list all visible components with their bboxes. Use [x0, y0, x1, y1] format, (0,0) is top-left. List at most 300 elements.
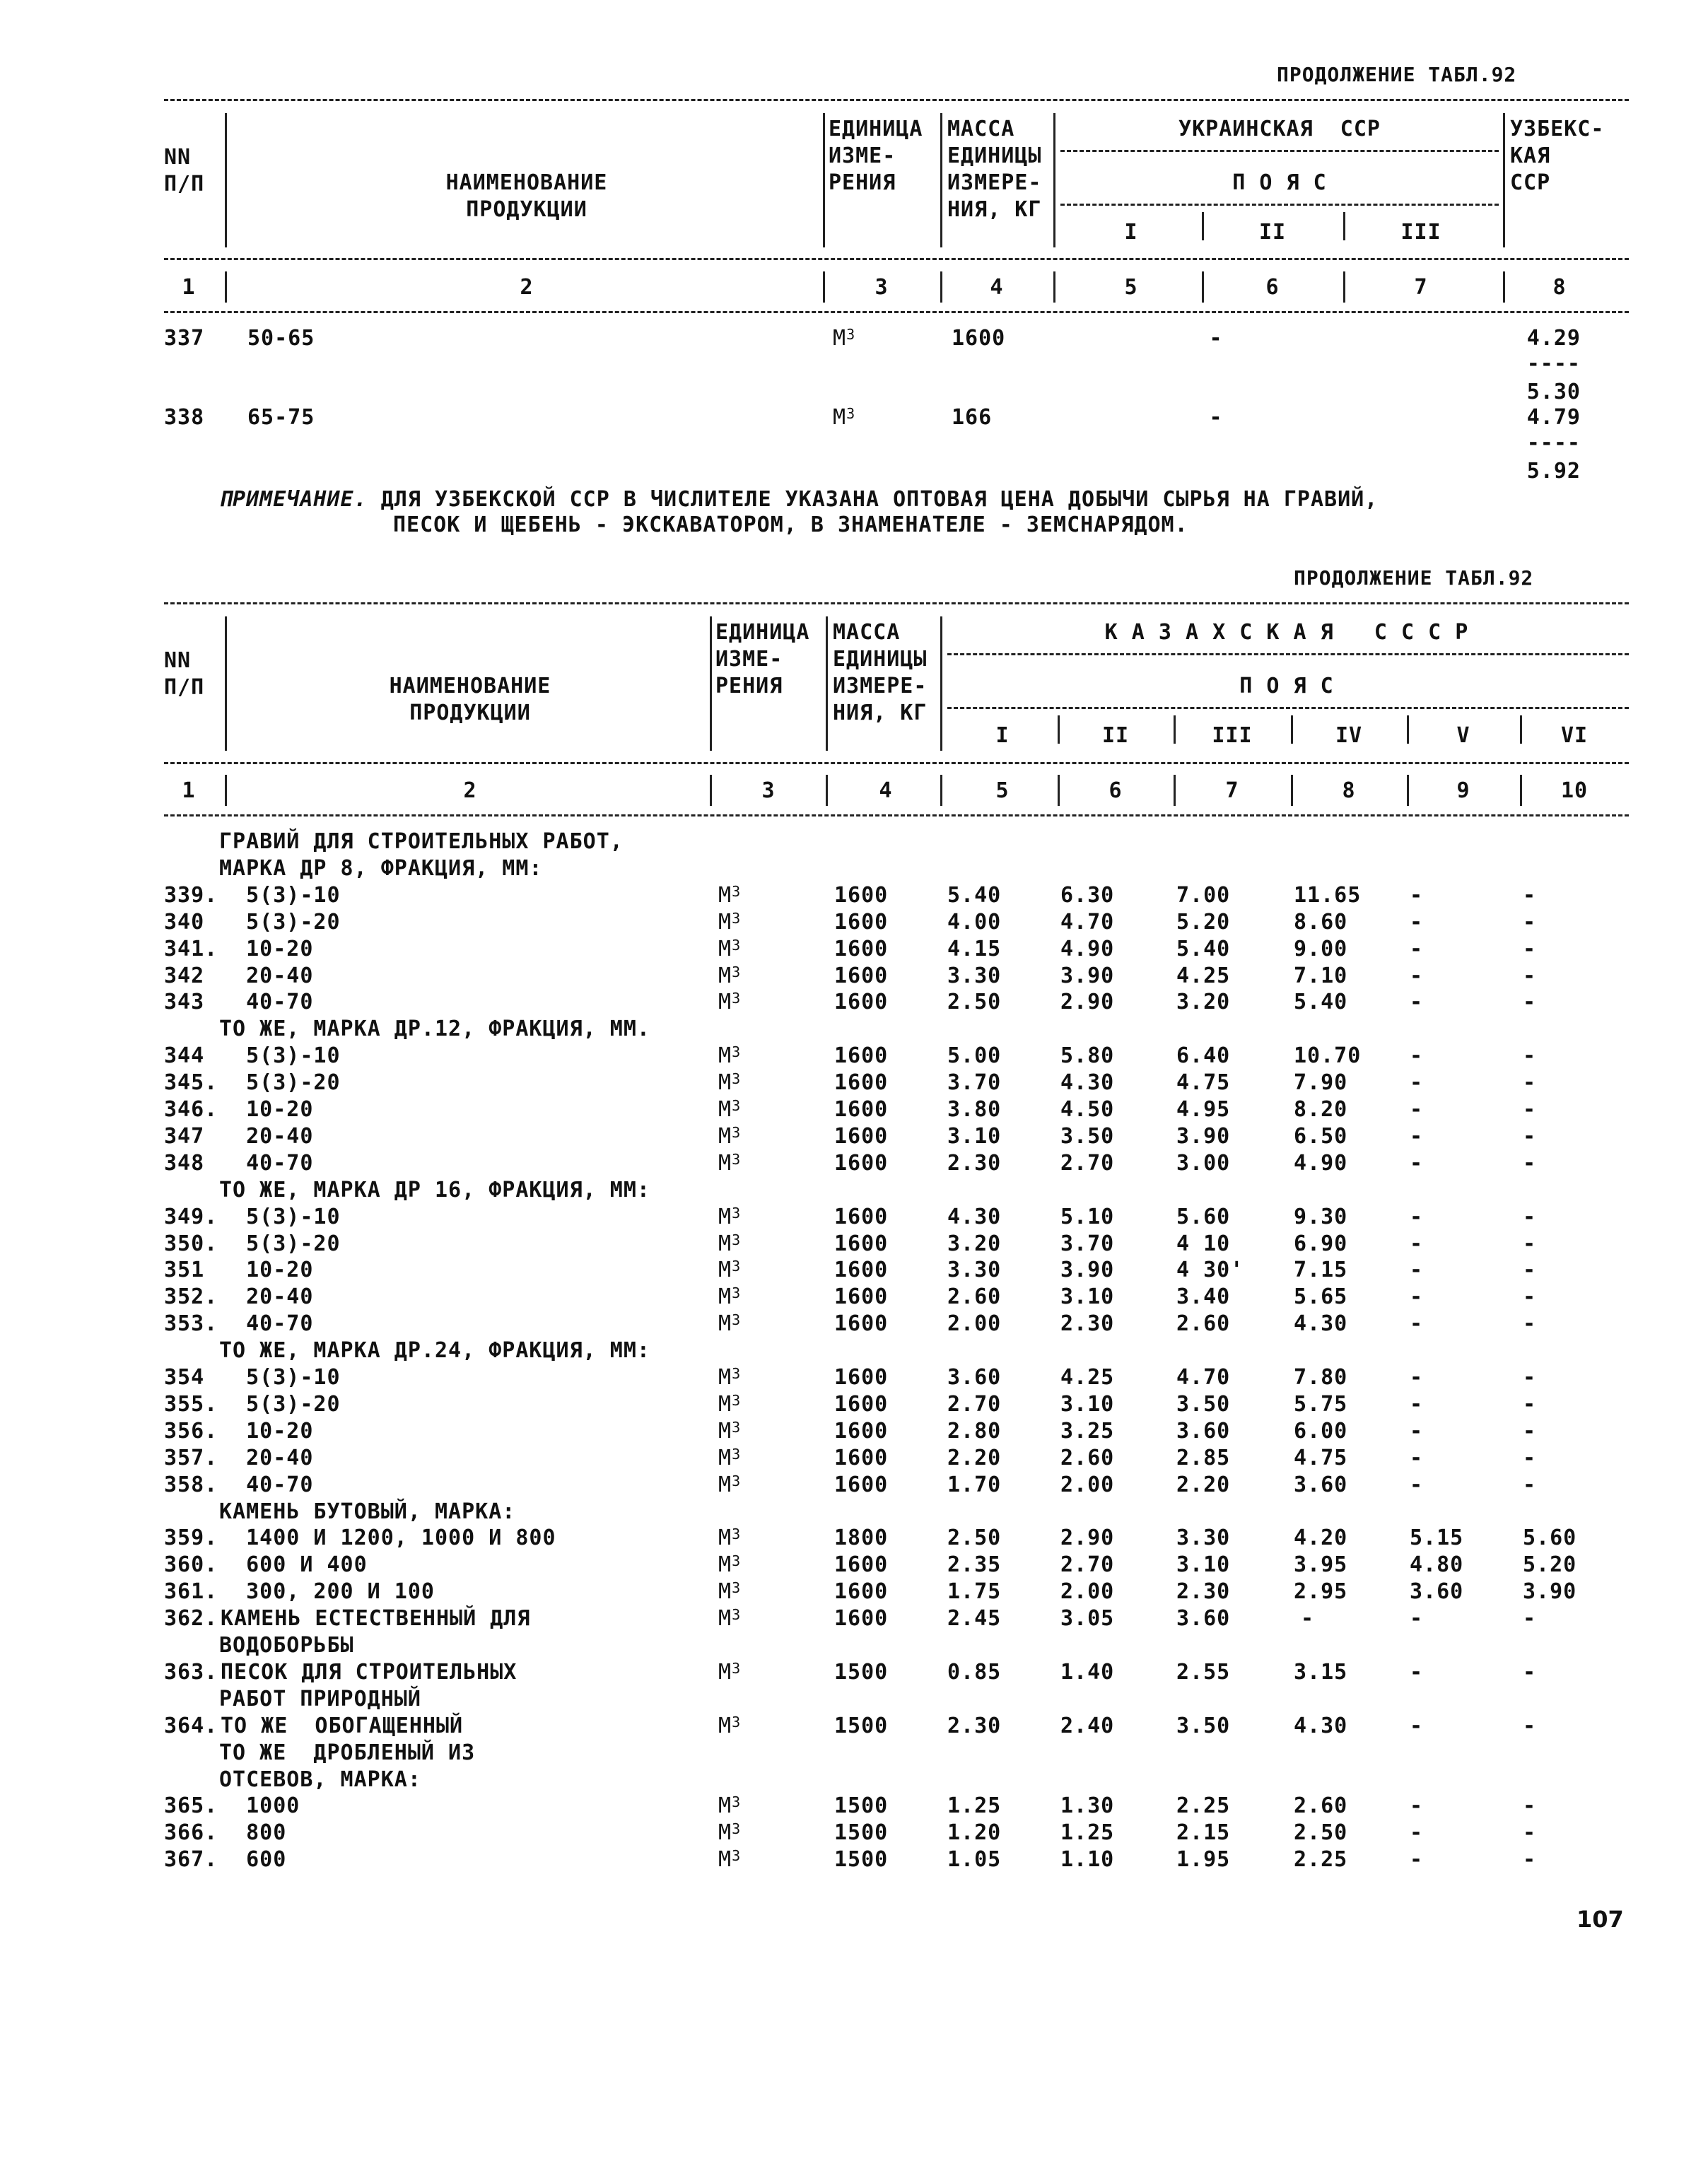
table2-row-zone-1-value: 2.00	[947, 1311, 1002, 1336]
unit-exponent: 3	[732, 1793, 742, 1810]
table2-row-unit	[718, 1659, 741, 1686]
page-number: 107	[1577, 1906, 1624, 1933]
table2-row-zone-3-value: 2.55	[1176, 1660, 1231, 1685]
table2-row-unit	[718, 882, 741, 909]
table2-row-mass: 1600	[834, 1606, 889, 1631]
table2-row-name: 40-70	[219, 990, 314, 1014]
table2-row-zone-2-value: 6.30	[1060, 883, 1115, 908]
table2-row-zone-4-value: 4.90	[1294, 1151, 1348, 1176]
unit-symbol: М	[718, 910, 732, 935]
unit-exponent: 3	[732, 1311, 742, 1328]
table2-row-unit	[718, 1070, 741, 1096]
table2-row-zone-6-value: -	[1523, 1473, 1537, 1497]
table2-row-zone-4-value: 6.00	[1294, 1419, 1348, 1444]
unit-symbol: М	[718, 1311, 732, 1336]
table2-row-name: 5(3)-20	[219, 1392, 341, 1417]
table2-row-unit	[718, 1605, 741, 1632]
unit-exponent: 3	[846, 405, 856, 422]
table2-row-zone-3-value: 4.75	[1176, 1070, 1231, 1095]
table2-row-zone-5-value: -	[1410, 1231, 1424, 1256]
table2-row-zone-5-value: -	[1410, 1793, 1424, 1818]
table2-row-zone-5-value: 5.15	[1410, 1526, 1464, 1550]
table2-row-zone-2-value: 3.10	[1060, 1392, 1115, 1417]
table2-row-zone-3-value: 2.15	[1176, 1820, 1231, 1845]
col-number-4: 4	[879, 778, 893, 803]
table2-row-zone-4-value: 5.65	[1294, 1284, 1348, 1309]
t2-colnum-sep-1	[710, 775, 712, 806]
table2-row-unit	[718, 1552, 741, 1579]
t2-sep-mass	[940, 616, 942, 751]
table2-row-unit	[718, 1793, 741, 1820]
table2-row-zone-2-value: 3.10	[1060, 1284, 1115, 1309]
col-number-6: 6	[1265, 275, 1280, 300]
col-number-3: 3	[761, 778, 776, 803]
col-number-2: 2	[463, 778, 477, 803]
col-header-zone-6: VI	[1560, 723, 1589, 748]
t2-sep-zone-4	[1407, 715, 1409, 744]
t1-colnum-sep-5	[1343, 271, 1345, 303]
col-header-nn: NN П/П	[164, 145, 205, 197]
table2-row-nn: 346.	[164, 1097, 218, 1122]
table2-row-name: 5(3)-20	[219, 1070, 341, 1095]
table2-row-zone-4-value: 7.15	[1294, 1258, 1348, 1282]
table2-row-zone-6-value: -	[1523, 1284, 1537, 1309]
table2-row-zone-6-value: -	[1523, 937, 1537, 961]
table2-row-zone-2-value: 2.70	[1060, 1552, 1115, 1577]
col-header-zone-3: III	[1400, 220, 1441, 245]
unit-symbol: М	[718, 1043, 732, 1068]
table2-row-zone-4-value: 3.95	[1294, 1552, 1348, 1577]
table2-row-zone-1-value: 1.70	[947, 1473, 1002, 1497]
table2-row-name: 5(3)-20	[219, 910, 341, 935]
table2-row-zone-6-value: -	[1523, 1151, 1537, 1176]
table1-row-uzbek-denominator: 5.92	[1526, 459, 1581, 484]
table1-header-rule	[164, 258, 1629, 260]
table2-row-zone-6-value: 5.60	[1523, 1526, 1577, 1550]
table2-row-zone-4-value: 7.80	[1294, 1365, 1348, 1390]
table2-row-zone-4-value: 7.10	[1294, 964, 1348, 988]
table2-row-zone-3-value: 3.60	[1176, 1606, 1231, 1631]
t1-group-rule	[1060, 150, 1499, 152]
table2-row-zone-3-value: 4.95	[1176, 1097, 1231, 1122]
table2-row-nn: 354	[164, 1365, 205, 1390]
note-line1: ДЛЯ УЗБЕКСКОЙ ССР В ЧИСЛИТЕЛЕ УКАЗАНА ОПТОВАЯ ЦЕНА ДОБЫЧИ СЫРЬЯ НА ГРАВИЙ,	[367, 487, 1379, 512]
unit-symbol: М	[718, 1124, 732, 1149]
t2-group-rule	[947, 653, 1629, 655]
table2-row-zone-2-value: 3.50	[1060, 1124, 1115, 1149]
table1-row-nn: 337	[164, 326, 205, 351]
col-number-7: 7	[1225, 778, 1239, 803]
unit-symbol: М	[718, 1205, 732, 1229]
unit-symbol: М	[718, 1231, 732, 1256]
table2-row-zone-5-value: -	[1410, 1311, 1424, 1336]
table2-row-name: 5(3)-10	[219, 1043, 341, 1068]
table2-row-zone-6-value: -	[1523, 1043, 1537, 1068]
table2-row-mass: 1600	[834, 1097, 889, 1122]
table2-row-zone-5-value: -	[1410, 1205, 1424, 1229]
t2-sep-zone-5	[1520, 715, 1522, 744]
table2-row-zone-4-value: 9.30	[1294, 1205, 1348, 1229]
unit-symbol: М	[718, 1552, 732, 1577]
col-header-zone-2: II	[1101, 723, 1130, 748]
unit-symbol: М	[718, 883, 732, 908]
table2-row-mass: 1600	[834, 990, 889, 1014]
table1-row-mass: 1600	[952, 326, 1006, 351]
table2-row-name: 300, 200 И 100	[219, 1579, 435, 1604]
unit-exponent: 3	[732, 1820, 742, 1837]
note-line2: ПЕСОК И ЩЕБЕНЬ - ЭКСКАВАТОРОМ, В ЗНАМЕНАТЕЛЕ - ЗЕМСНАРЯДОМ.	[393, 513, 1188, 537]
table2-row-name: ТО ЖЕ, МАРКА ДР 16, ФРАКЦИЯ, ММ:	[219, 1178, 650, 1202]
table2-row-mass: 1600	[834, 1579, 889, 1604]
table2-row-zone-2-value: 2.90	[1060, 1526, 1115, 1550]
table2-row-zone-6-value: -	[1523, 1660, 1537, 1685]
table1-note	[219, 486, 1378, 513]
table2-row-nn: 363.	[164, 1660, 218, 1685]
table2-row-zone-3-value: 2.85	[1176, 1446, 1231, 1470]
col-header-ukraine: УКРАИНСКАЯ ССР	[1178, 117, 1381, 141]
col-number-1: 1	[182, 275, 196, 300]
col-number-3: 3	[875, 275, 889, 300]
table2-row-zone-3-value: 1.95	[1176, 1847, 1231, 1872]
table2-row-nn: 342	[164, 964, 205, 988]
table2-row-name: ПЕСОК ДЛЯ СТРОИТЕЛЬНЫХ	[221, 1660, 517, 1685]
table2-row-zone-2-value: 5.80	[1060, 1043, 1115, 1068]
table2-row-nn: 353.	[164, 1311, 218, 1336]
t2-colnum-sep-3	[940, 775, 942, 806]
unit-exponent: 3	[732, 1151, 742, 1168]
table2-row-zone-3-value: 3.00	[1176, 1151, 1231, 1176]
table2-row-zone-6-value: 5.20	[1523, 1552, 1577, 1577]
table2-row-zone-6-value: -	[1523, 1847, 1537, 1872]
unit-symbol: М	[718, 964, 732, 988]
table1-row-name: 50-65	[247, 326, 315, 351]
table2-row-zone-4-value: 5.75	[1294, 1392, 1348, 1417]
table2-row-name: 10-20	[219, 1258, 314, 1282]
table2-row-zone-1-value: 1.05	[947, 1847, 1002, 1872]
table2-row-mass: 1600	[834, 1043, 889, 1068]
t2-colnum-sep-6	[1291, 775, 1293, 806]
table2-row-zone-6-value: -	[1523, 883, 1537, 908]
t2-zone-rule	[947, 707, 1629, 709]
table2-row-zone-2-value: 1.10	[1060, 1847, 1115, 1872]
table2-row-unit	[718, 1713, 741, 1740]
table2-row-zone-5-value: 3.60	[1410, 1579, 1464, 1604]
t2-colnum-sep-4	[1058, 775, 1060, 806]
table2-row-mass: 1600	[834, 883, 889, 908]
col-header-zone-5: V	[1456, 723, 1470, 748]
unit-exponent: 3	[732, 1258, 742, 1275]
t1-sep-zone-2	[1343, 212, 1345, 240]
table2-row-zone-1-value: 0.85	[947, 1660, 1002, 1685]
table1-row-fraction-bar: ----	[1526, 351, 1581, 376]
table2-row-mass: 1500	[834, 1793, 889, 1818]
table2-row-zone-6-value: -	[1523, 1311, 1537, 1336]
table2-row-zone-2-value: 2.40	[1060, 1714, 1115, 1738]
table2-row-zone-2-value: 1.25	[1060, 1820, 1115, 1845]
unit-symbol: М	[718, 1473, 732, 1497]
table1-colnum-rule	[164, 311, 1629, 313]
unit-exponent: 3	[846, 326, 856, 343]
table2-row-nn: 344	[164, 1043, 205, 1068]
t1-colnum-sep-1	[823, 271, 825, 303]
table2-row-zone-2-value: 1.30	[1060, 1793, 1115, 1818]
table2-colnum-rule	[164, 814, 1629, 816]
table2-row-zone-4-value: 10.70	[1294, 1043, 1362, 1068]
table2-row-zone-6-value: -	[1523, 1793, 1537, 1818]
table2-row-zone-5-value: -	[1410, 1284, 1424, 1309]
col-number-9: 9	[1456, 778, 1470, 803]
t1-zone-rule	[1060, 204, 1499, 206]
table2-row-zone-4-value: 8.60	[1294, 910, 1348, 935]
t2-sep-unit	[826, 616, 828, 751]
table2-row-zone-5-value: -	[1410, 1070, 1424, 1095]
unit-exponent: 3	[732, 1097, 742, 1114]
table2-row-zone-4-value: 2.95	[1294, 1579, 1348, 1604]
unit-exponent: 3	[732, 1070, 742, 1087]
unit-exponent: 3	[732, 1043, 742, 1060]
table2-row-nn: 340	[164, 910, 205, 935]
table2-row-zone-1-value: 4.00	[947, 910, 1002, 935]
note-label: ПРИМЕЧАНИЕ.	[219, 487, 368, 512]
table2-row-name: РАБОТ ПРИРОДНЫЙ	[219, 1687, 421, 1711]
table2-row-zone-6-value: -	[1523, 1205, 1537, 1229]
table2-row-zone-4-value: 4.30	[1294, 1714, 1348, 1738]
table2-row-zone-6-value: 3.90	[1523, 1579, 1577, 1604]
table2-row-zone-3-value: 2.25	[1176, 1793, 1231, 1818]
col-header-mass: МАССА ЕДИНИЦЫ ИЗМЕРЕ- НИЯ, КГ	[833, 620, 928, 725]
unit-symbol: М	[718, 1365, 732, 1390]
table2-top-rule	[164, 602, 1629, 604]
table2-row-unit	[718, 936, 741, 963]
table2-row-zone-6-value: -	[1523, 1606, 1537, 1631]
table2-row-zone-3-value: 2.20	[1176, 1473, 1231, 1497]
table2-row-zone-3-value: 2.60	[1176, 1311, 1231, 1336]
table2-row-zone-1-value: 3.30	[947, 964, 1002, 988]
table2-row-mass: 1500	[834, 1660, 889, 1685]
table2-row-zone-3-value: 4 10	[1176, 1231, 1231, 1256]
table2-row-zone-2-value: 4.30	[1060, 1070, 1115, 1095]
table2-row-nn: 364.	[164, 1714, 218, 1738]
table2-row-zone-4-value: 5.40	[1294, 990, 1348, 1014]
col-header-unit: ЕДИНИЦА ИЗМЕ- РЕНИЯ	[829, 117, 923, 195]
table2-row-zone-5-value: -	[1410, 937, 1424, 961]
table2-row-zone-6-value: -	[1523, 964, 1537, 988]
table2-row-mass: 1600	[834, 1419, 889, 1444]
table2-row-zone-2-value: 1.40	[1060, 1660, 1115, 1685]
t1-sep-zone-1	[1202, 212, 1204, 240]
col-number-2: 2	[520, 275, 534, 300]
unit-symbol: М	[718, 1419, 732, 1444]
table2-row-name: 600 И 400	[219, 1552, 368, 1577]
table2-row-unit	[718, 1445, 741, 1472]
unit-exponent: 3	[732, 1473, 742, 1489]
unit-symbol: М	[718, 1847, 732, 1872]
table2-row-unit	[718, 1231, 741, 1258]
col-header-mass: МАССА ЕДИНИЦЫ ИЗМЕРЕ- НИЯ, КГ	[947, 117, 1042, 222]
table2-row-mass: 1800	[834, 1526, 889, 1550]
table2-row-zone-3-value: 5.20	[1176, 910, 1231, 935]
table2-row-nn: 345.	[164, 1070, 218, 1095]
table2-row-zone-5-value: -	[1410, 1714, 1424, 1738]
unit-symbol: М	[718, 1606, 732, 1631]
table2-row-nn: 351	[164, 1258, 205, 1282]
table2-row-unit	[718, 1391, 741, 1418]
unit-exponent: 3	[732, 990, 742, 1007]
unit-symbol: М	[718, 1446, 732, 1470]
table2-row-mass: 1600	[834, 1070, 889, 1095]
col-header-zone-1: I	[995, 723, 1010, 748]
table2-row-mass: 1500	[834, 1820, 889, 1845]
table2-row-zone-6-value: -	[1523, 1365, 1537, 1390]
t2-sep-zone-1	[1058, 715, 1060, 744]
table2-row-zone-1-value: 2.70	[947, 1392, 1002, 1417]
table2-row-zone-1-value: 3.30	[947, 1258, 1002, 1282]
col-header-unit: ЕДИНИЦА ИЗМЕ- РЕНИЯ	[715, 620, 810, 698]
table2-row-nn: 361.	[164, 1579, 218, 1604]
table2-row-zone-1-value: 1.25	[947, 1793, 1002, 1818]
table1-row-unit	[833, 325, 855, 352]
table2-row-zone-4-value: 3.15	[1294, 1660, 1348, 1685]
table2-row-mass: 1600	[834, 937, 889, 961]
table2-row-name: МАРКА ДР 8, ФРАКЦИЯ, ММ:	[219, 856, 543, 881]
table2-row-zone-2-value: 4.70	[1060, 910, 1115, 935]
table2-row-zone-1-value: 5.00	[947, 1043, 1002, 1068]
table2-row-name: 20-40	[219, 1124, 314, 1149]
table2-row-zone-2-value: 2.70	[1060, 1151, 1115, 1176]
table2-row-nn: 356.	[164, 1419, 218, 1444]
table2-row-nn: 360.	[164, 1552, 218, 1577]
table2-row-name: ТО ЖЕ, МАРКА ДР.12, ФРАКЦИЯ, ММ.	[219, 1017, 650, 1041]
table2-row-zone-2-value: 3.90	[1060, 964, 1115, 988]
table2-row-zone-2-value: 2.30	[1060, 1311, 1115, 1336]
table2-row-mass: 1600	[834, 1446, 889, 1470]
unit-exponent: 3	[732, 1526, 742, 1542]
table2-row-name: 5(3)-20	[219, 1231, 341, 1256]
table2-row-name: ТО ЖЕ ОБОГАЩЕННЫЙ	[221, 1714, 464, 1738]
table2-row-zone-2-value: 3.70	[1060, 1231, 1115, 1256]
table2-row-zone-1-value: 2.30	[947, 1151, 1002, 1176]
table2-row-zone-4-value: 2.60	[1294, 1793, 1348, 1818]
table2-row-mass: 1600	[834, 910, 889, 935]
table2-row-zone-6-value: -	[1523, 910, 1537, 935]
table2-row-zone-4-value: 4.75	[1294, 1446, 1348, 1470]
table2-row-name: КАМЕНЬ БУТОВЫЙ, МАРКА:	[219, 1499, 516, 1524]
unit-exponent: 3	[732, 964, 742, 980]
table2-row-name: 1000	[219, 1793, 300, 1818]
table2-row-name: ТО ЖЕ ДРОБЛЕНЫЙ ИЗ	[219, 1740, 476, 1765]
table2-row-zone-5-value: -	[1410, 1820, 1424, 1845]
table2-row-nn: 349.	[164, 1205, 218, 1229]
t2-sep-zone-2	[1174, 715, 1176, 744]
table2-row-nn: 365.	[164, 1793, 218, 1818]
table2-row-name: 5(3)-10	[219, 1365, 341, 1390]
table2-row-zone-4-value: 4.20	[1294, 1526, 1348, 1550]
table2-row-zone-5-value: -	[1410, 1446, 1424, 1470]
table2-row-unit	[718, 1472, 741, 1499]
table2-row-nn: 347	[164, 1124, 205, 1149]
table1-row-mass: 166	[952, 405, 993, 430]
table2-row-zone-3-value: 3.10	[1176, 1552, 1231, 1577]
table1-row-fraction-bar: ----	[1526, 431, 1581, 455]
col-header-zone-1: I	[1124, 220, 1138, 245]
table2-row-zone-5-value: -	[1410, 1660, 1424, 1685]
table2-row-zone-4-value: 7.90	[1294, 1070, 1348, 1095]
table2-row-zone-4-value: 9.00	[1294, 937, 1348, 961]
table2-row-unit	[718, 909, 741, 936]
table2-row-nn: 362.	[164, 1606, 218, 1631]
table2-row-zone-2-value: 3.25	[1060, 1419, 1115, 1444]
table2-row-mass: 1600	[834, 1284, 889, 1309]
t1-colnum-sep-2	[940, 271, 942, 303]
table2-row-zone-5-value: -	[1410, 1419, 1424, 1444]
table1-row-nn: 338	[164, 405, 205, 430]
unit-exponent: 3	[732, 1579, 742, 1596]
table2-row-zone-3-value: 3.60	[1176, 1419, 1231, 1444]
table2-row-unit	[718, 1311, 741, 1337]
table2-row-unit	[718, 1096, 741, 1123]
col-header-kazakh: К А З А Х С К А Я С С С Р	[1104, 620, 1469, 645]
table2-row-zone-3-value: 4.25	[1176, 964, 1231, 988]
table2-row-zone-1-value: 5.40	[947, 883, 1002, 908]
table2-row-name: 10-20	[219, 937, 314, 961]
table2-row-zone-5-value: -	[1410, 990, 1424, 1014]
table2-row-zone-5-value: -	[1410, 910, 1424, 935]
table2-row-zone-6-value: -	[1523, 1097, 1537, 1122]
unit-symbol: М	[718, 1097, 732, 1122]
unit-exponent: 3	[732, 1419, 742, 1436]
table2-row-mass: 1600	[834, 1124, 889, 1149]
table2-row-zone-6-value: -	[1523, 1714, 1537, 1738]
table2-row-zone-1-value: 2.50	[947, 990, 1002, 1014]
t2-colnum-sep-7	[1407, 775, 1409, 806]
table2-row-zone-2-value: 2.60	[1060, 1446, 1115, 1470]
table2-row-zone-5-value: -	[1410, 1097, 1424, 1122]
table2-row-unit	[718, 1579, 741, 1605]
col-number-1: 1	[182, 778, 196, 803]
table2-row-nn: 359.	[164, 1526, 218, 1550]
unit-exponent: 3	[732, 1365, 742, 1382]
table2-row-unit	[718, 963, 741, 990]
table2-row-name: КАМЕНЬ ЕСТЕСТВЕННЫЙ ДЛЯ	[221, 1606, 531, 1631]
table2-row-zone-1-value: 1.20	[947, 1820, 1002, 1845]
t2-colnum-sep-2	[826, 775, 828, 806]
table2-row-zone-5-value: -	[1410, 883, 1424, 908]
table2-row-zone-5-value: -	[1410, 1473, 1424, 1497]
table2-row-mass: 1600	[834, 1392, 889, 1417]
table1-row-unit	[833, 404, 855, 431]
table2-row-nn: 348	[164, 1151, 205, 1176]
table2-row-name: 10-20	[219, 1419, 314, 1444]
table2-row-name: ТО ЖЕ, МАРКА ДР.24, ФРАКЦИЯ, ММ:	[219, 1338, 650, 1363]
table2-row-nn: 367.	[164, 1847, 218, 1872]
table2-row-mass: 1600	[834, 1258, 889, 1282]
table2-row-name: 20-40	[219, 964, 314, 988]
unit-exponent: 3	[732, 1714, 742, 1731]
table2-caption: ПРОДОЛЖЕНИЕ ТАБЛ.92	[1294, 566, 1534, 590]
t2-sep-name	[710, 616, 712, 751]
col-header-uzbek: УЗБЕКС- КАЯ ССР	[1510, 117, 1605, 195]
unit-symbol: М	[718, 1392, 732, 1417]
table2-row-zone-6-value: -	[1523, 1231, 1537, 1256]
table2-row-nn: 343	[164, 990, 205, 1014]
table2-row-zone-1-value: 2.30	[947, 1714, 1002, 1738]
col-header-zone: П О Я С	[1232, 170, 1327, 195]
table2-row-zone-2-value: 5.10	[1060, 1205, 1115, 1229]
table2-row-zone-1-value: 1.75	[947, 1579, 1002, 1604]
table2-row-unit	[718, 1525, 741, 1552]
table2-row-zone-1-value: 3.80	[947, 1097, 1002, 1122]
unit-exponent: 3	[732, 1606, 742, 1623]
